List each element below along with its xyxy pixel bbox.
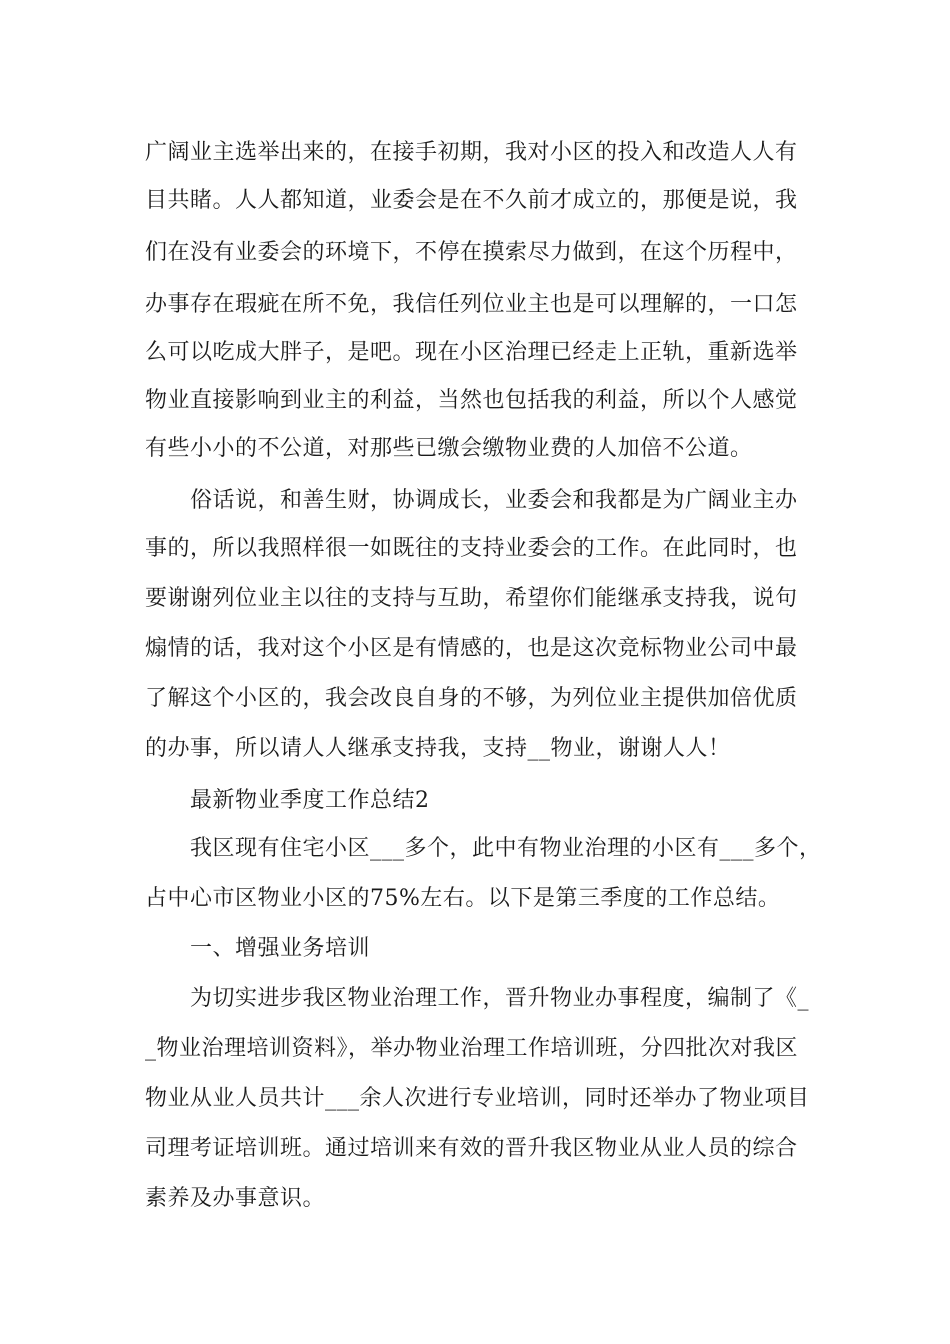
paragraph-2-line-6: 的办事，所以请人人继承支持我，支持__物业，谢谢人人！ [145,736,731,761]
document-subheading: 最新物业季度工作总结2 [190,788,430,813]
paragraph-1-line-6: 物业直接影响到业主的利益，当然也包括我的利益，所以个人感觉 [145,388,798,413]
paragraph-4-line-2: _物业治理培训资料》，举办物业治理工作培训班，分四批次对我区 [145,1036,799,1061]
paragraph-4-line-4: 司理考证培训班。通过培训来有效的晋升我区物业从业人员的综合 [145,1136,798,1161]
paragraph-4-line-5: 素养及办事意识。 [145,1186,326,1211]
paragraph-4-line-1: 为切实进步我区物业治理工作，晋升物业办事程度，编制了《_ [190,986,810,1011]
paragraph-1-line-3: 们在没有业委会的环境下，不停在摸索尽力做到，在这个历程中， [145,240,798,265]
paragraph-1-line-5: 么可以吃成大胖子，是吧。现在小区治理已经走上正轨，重新选举 [145,340,798,365]
paragraph-2-line-2: 事的，所以我照样很一如既往的支持业委会的工作。在此同时，也 [145,536,798,561]
paragraph-1-line-7: 有些小小的不公道，对那些已缴会缴物业费的人加倍不公道。 [145,436,753,461]
paragraph-2-line-3: 要谢谢列位业主以往的支持与互助，希望你们能继承支持我，说句 [145,586,798,611]
paragraph-1-line-4: 办事存在瑕疵在所不免，我信任列位业主也是可以理解的，一口怎 [145,292,798,317]
paragraph-2-line-1: 俗话说，和善生财，协调成长，业委会和我都是为广阔业主办 [190,488,798,513]
paragraph-1-line-2: 目共睹。人人都知道，业委会是在不久前才成立的，那便是说，我 [145,188,798,213]
paragraph-2-line-4: 煽情的话，我对这个小区是有情感的，也是这次竞标物业公司中最 [145,636,798,661]
paragraph-3-line-1: 我区现有住宅小区___多个，此中有物业治理的小区有___多个， [190,836,822,861]
paragraph-1-line-1: 广阔业主选举出来的，在接手初期，我对小区的投入和改造人人有 [145,140,798,165]
section-1-heading: 一、增强业务培训 [190,936,371,961]
paragraph-4-line-3: 物业从业人员共计___余人次进行专业培训，同时还举办了物业项目 [145,1086,810,1111]
paragraph-3-line-2: 占中心市区物业小区的75%左右。以下是第三季度的工作总结。 [145,886,781,911]
paragraph-2-line-5: 了解这个小区的，我会改良自身的不够，为列位业主提供加倍优质 [145,686,798,711]
